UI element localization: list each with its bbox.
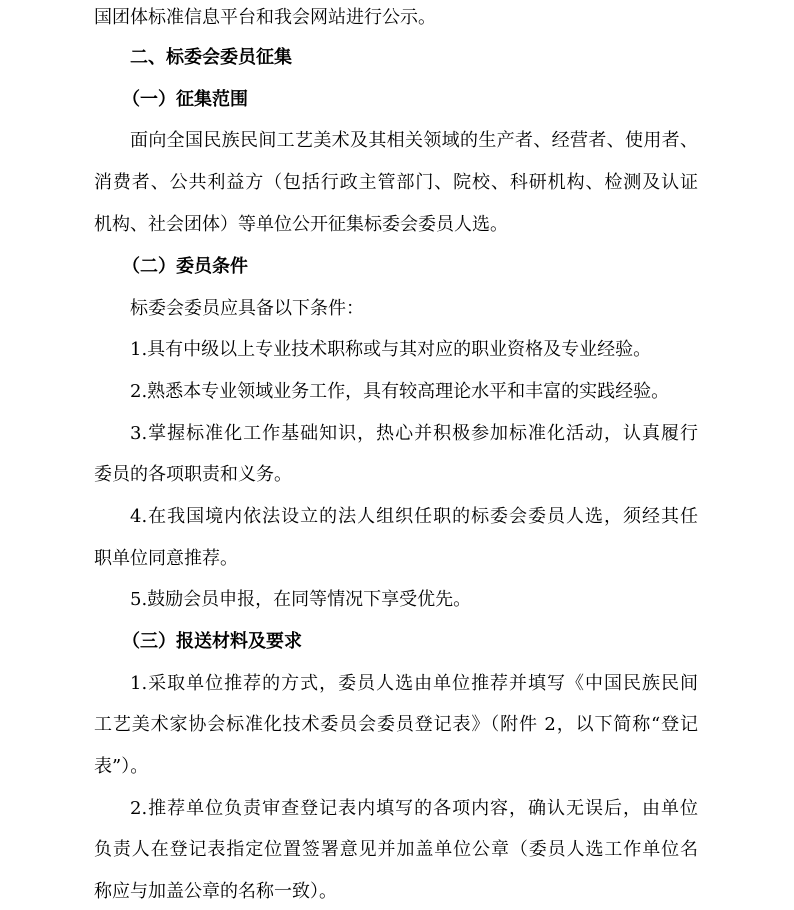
paragraph-line: 机构、社会团体）等单位公开征集标委会委员人选。 xyxy=(94,214,508,235)
list-item: 1.采取单位推荐的方式，委员人选由单位推荐并填写《中国民族民间 xyxy=(130,673,698,694)
list-item: 4.在我国境内依法设立的法人组织任职的标委会委员人选，须经其任 xyxy=(130,506,698,527)
body-line: 国团体标准信息平台和我会网站进行公示。 xyxy=(94,7,436,28)
list-item-continuation: 负责人在登记表指定位置签署意见并加盖单位公章（委员人选工作单位名 xyxy=(94,839,698,860)
list-item: 1.具有中级以上专业技术职称或与其对应的职业资格及专业经验。 xyxy=(130,339,652,360)
list-item-continuation: 职单位同意推荐。 xyxy=(94,548,238,569)
list-item: 2.推荐单位负责审查登记表内填写的各项内容，确认无误后，由单位 xyxy=(130,798,698,819)
list-item-continuation: 表”）。 xyxy=(94,756,149,777)
subsection-heading: （二）委员条件 xyxy=(122,256,248,277)
list-item: 3.掌握标准化工作基础知识，热心并积极参加标准化活动，认真履行 xyxy=(130,423,698,444)
section-heading: 二、标委会委员征集 xyxy=(130,47,292,68)
list-item-continuation: 称应与加盖公章的名称一致）。 xyxy=(94,881,337,902)
subsection-heading: （一）征集范围 xyxy=(122,89,248,110)
paragraph-line: 消费者、公共利益方（包括行政主管部门、院校、科研机构、检测及认证 xyxy=(94,172,698,193)
paragraph-line: 标委会委员应具备以下条件： xyxy=(130,298,364,319)
paragraph-line: 面向全国民族民间工艺美术及其相关领域的生产者、经营者、使用者、 xyxy=(130,130,698,151)
list-item: 5.鼓励会员申报，在同等情况下享受优先。 xyxy=(130,589,472,610)
list-item-continuation: 工艺美术家协会标准化技术委员会委员登记表》（附件 2，以下简称“登记 xyxy=(94,714,698,735)
list-item: 2.熟悉本专业领域业务工作，具有较高理论水平和丰富的实践经验。 xyxy=(130,381,670,402)
subsection-heading: （三）报送材料及要求 xyxy=(122,631,302,652)
list-item-continuation: 委员的各项职责和义务。 xyxy=(94,464,292,485)
